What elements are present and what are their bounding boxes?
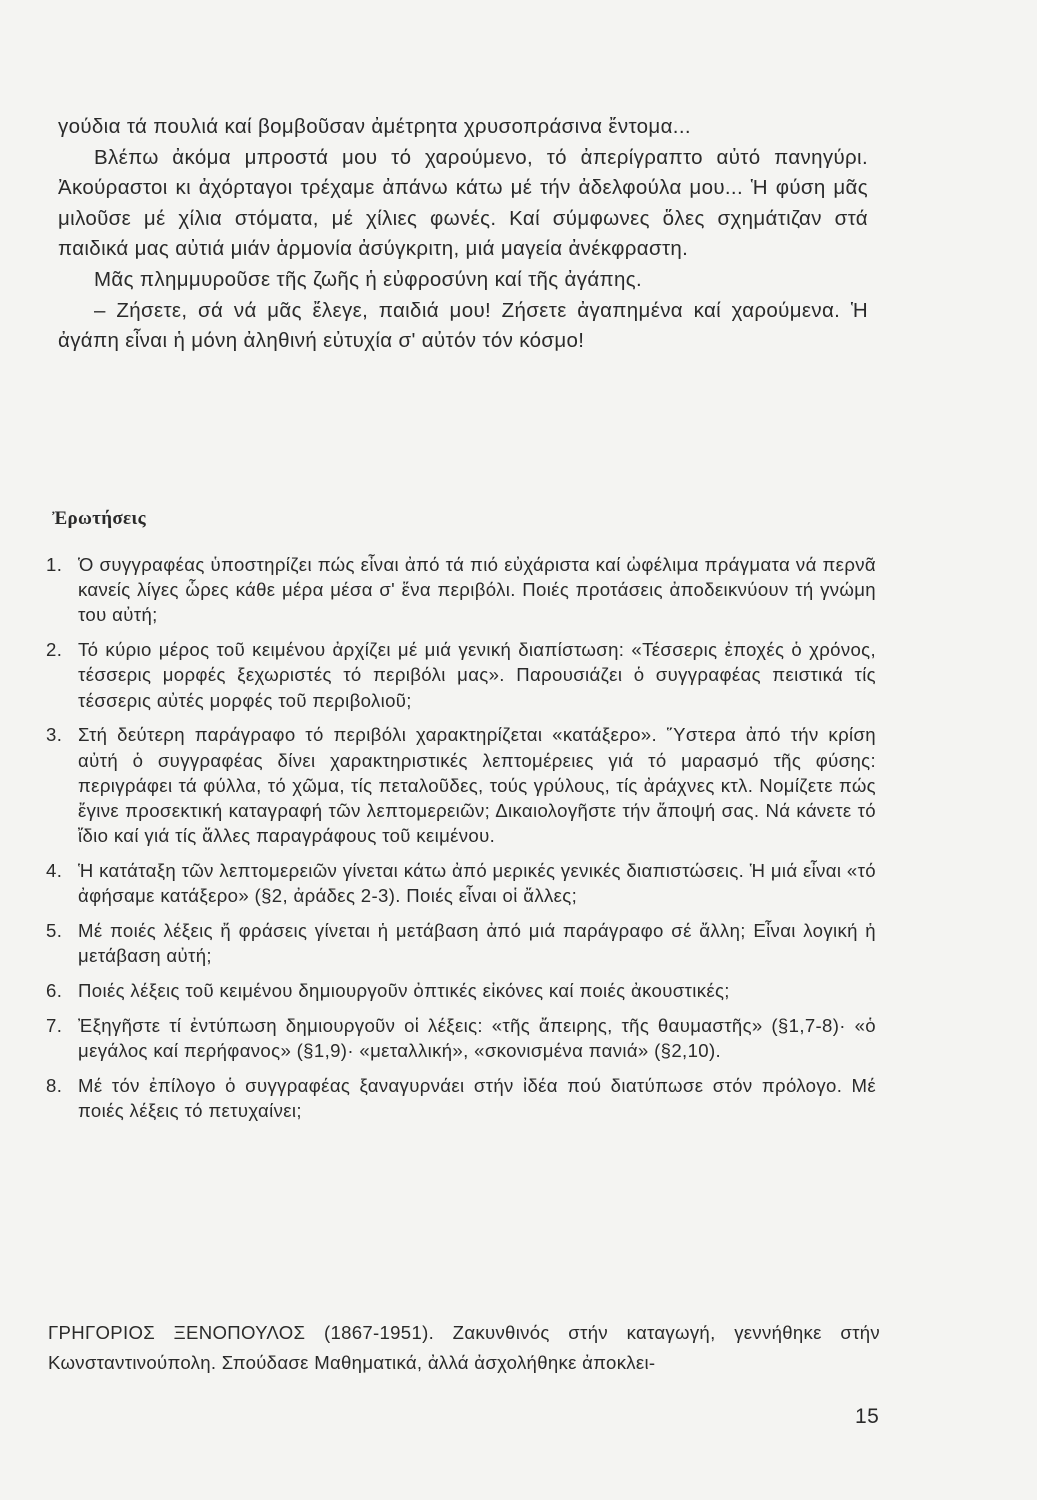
questions-heading: Ἐρωτήσεις: [52, 508, 146, 529]
question-item: [46, 1013, 876, 1063]
question-number: 5.: [46, 920, 63, 942]
question-text: Ἐξηγῆστε τί ἐντύπωση δημιουργοῦν οἱ λέξεις: «τῆς ἄπειρης, τῆς θαυμαστῆς» (§1,7-8)· «ὁ μεγάλος καί περήφανος» (§1,9)· «μεταλλική», «σκονισμένα πανιά» (§2,10).: [78, 1014, 876, 1062]
page-number: 15: [855, 1405, 880, 1428]
question-item: [46, 637, 876, 713]
question-text: Τό κύριο μέρος τοῦ κειμένου ἀρχίζει μέ μιά γενική διαπίστωση: «Τέσσερις ἐποχές ὁ χρόνος, τέσσερις μορφές ξεχωριστές τό περιβόλι μας». Παρουσιάζει ὁ συγγραφέας πειστικά τίς τέσσερις αὐτές μορφές τοῦ περιβολιοῦ;: [78, 639, 876, 711]
question-number: 2.: [46, 639, 63, 661]
question-number: 1.: [46, 554, 63, 575]
author-bio: ΓΡΗΓΟΡΙΟΣ ΞΕΝΟΠΟΥΛΟΣ (1867-1951). Ζακυνθινός στήν καταγωγή, γεννήθηκε στήν Κωνσταντινούπολη. Σπούδασε Μαθηματικά, ἀλλά ἀσχολήθηκε ἀποκλει-: [48, 1322, 880, 1373]
question-number: 6.: [46, 980, 63, 1002]
question-number: 8.: [46, 1074, 63, 1096]
question-item: [46, 978, 876, 1003]
story-text: [58, 112, 868, 357]
question-number: 7.: [46, 1014, 63, 1036]
story-paragraph: γούδια τά πουλιά καί βομβοῦσαν ἀμέτρητα χρυσοπράσινα ἔντομα...: [58, 115, 691, 138]
story-paragraph: Μᾶς πλημμυροῦσε τῆς ζωῆς ἡ εὐφροσύνη καί τῆς ἀγάπης.: [94, 267, 643, 291]
question-number: 4.: [46, 860, 63, 882]
question-text: Μέ ποιές λέξεις ἤ φράσεις γίνεται ἡ μετάβαση ἀπό μιά παράγραφο σέ ἄλλη; Εἶναι λογική ἡ μετάβαση αὐτή;: [78, 920, 876, 967]
question-item: [46, 858, 876, 908]
question-text: Ἡ κατάταξη τῶν λεπτομερειῶν γίνεται κάτω ἀπό μερικές γενικές διαπιστώσεις. Ἡ μιά εἶναι «τό ἀφήσαμε κατάξερο» (§2, ἀράδες 2-3). Ποιές εἶναι οἱ ἄλλες;: [78, 860, 876, 907]
story-paragraph: – Ζήσετε, σά νά μᾶς ἔλεγε, παιδιά μου! Ζήσετε ἀγαπημένα καί χαρούμενα. Ἡ ἀγάπη εἶναι ἡ μόνη ἀληθινή εὐτυχία σ' αὐτόν τόν κόσμο!: [58, 298, 868, 353]
story-paragraph: Βλέπω ἀκόμα μπροστά μου τό χαρούμενο, τό ἀπερίγραπτο αὐτό πανηγύρι. Ἀκούραστοι κι ἀχόρταγοι τρέχαμε ἀπάνω κάτω μέ τήν ἀδελφούλα μου... Ἡ φύση μᾶς μιλοῦσε μέ χίλια στόματα, μέ χίλιες φωνές. Καί σύμφωνες ὅλες σχημάτιζαν στά παιδικά μας αὐτιά μιάν ἁρμονία ἀσύγκριτη, μιά μαγεία ἀνέκφραστη.: [58, 145, 868, 261]
question-text: Ποιές λέξεις τοῦ κειμένου δημιουργοῦν ὀπτικές εἰκόνες καί ποιές ἀκουστικές;: [78, 980, 730, 1002]
question-item: [46, 918, 876, 968]
question-text: Μέ τόν ἐπίλογο ὁ συγγραφέας ξαναγυρνάει στήν ἰδέα πού διατύπωσε στόν πρόλογο. Μέ ποιές λέξεις τό πετυχαίνει;: [78, 1074, 876, 1122]
question-item: [46, 722, 876, 848]
question-item: [46, 1073, 876, 1123]
question-item: [46, 552, 876, 628]
question-number: 3.: [46, 724, 63, 746]
questions-list: [46, 552, 876, 1133]
question-text: Ὁ συγγραφέας ὑποστηρίζει πώς εἶναι ἀπό τά πιό εὐχάριστα καί ὠφέλιμα πράγματα νά περνᾶ κανείς λίγες ὧρες κάθε μέρα μέσα σ' ἕνα περιβόλι. Ποιές προτάσεις ἀποδεικνύουν τή γνώμη του αὐτή;: [78, 554, 876, 626]
question-text: Στή δεύτερη παράγραφο τό περιβόλι χαρακτηρίζεται «κατάξερο». Ὕστερα ἀπό τήν κρίση αὐτή ὁ συγγραφέας δίνει χαρακτηριστικές λεπτομέρειες γιά τό μαρασμό τῆς φύσης: περιγράφει τά φύλλα, τό χῶμα, τίς πεταλοῦδες, τούς γρύλους, τίς ἀράχνες κτλ. Νομίζετε πώς ἔγινε προσεκτική καταγραφή τῶν λεπτομερειῶν; Δικαιολογῆστε τήν ἄποψή σας. Νά κάνετε τό ἴδιο καί γιά τίς ἄλλες παραγράφους τοῦ κειμένου.: [78, 724, 876, 847]
